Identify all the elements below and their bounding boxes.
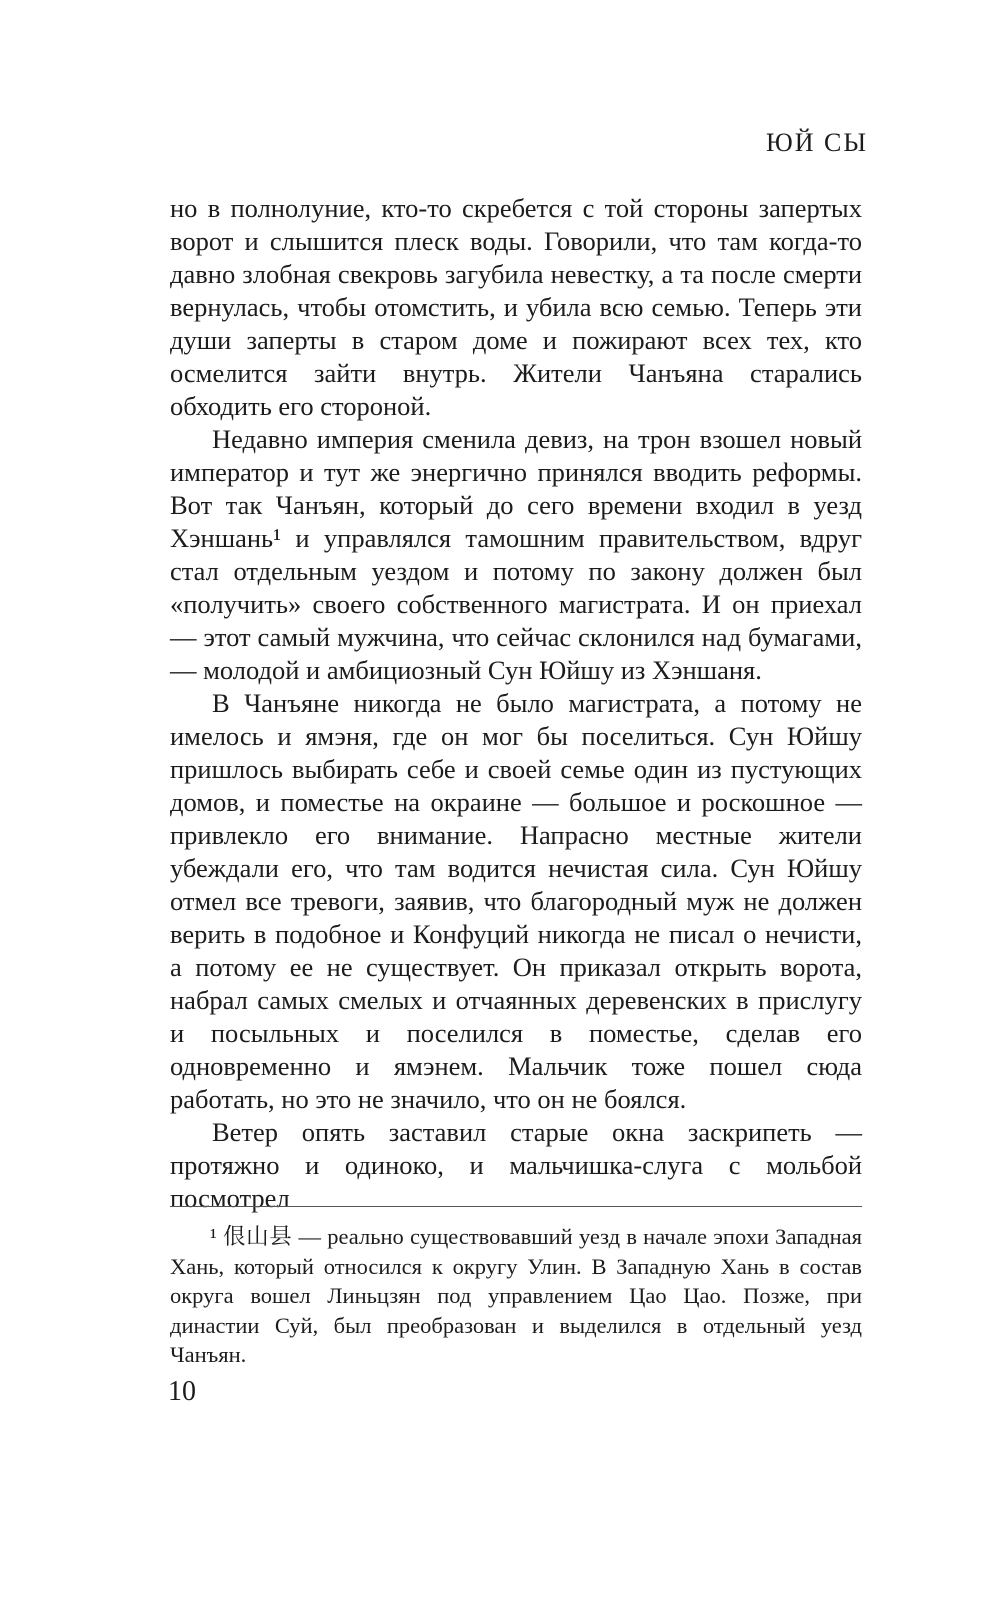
- paragraph: но в полнолуние, кто-то скребется с той стороны запертых ворот и слышится плеск воды. Говорили, что там когда-то давно злобная свекровь загубила невестку, а та после смерти вернулась, чтобы отомстить, и убила всю семью. Теперь эти души заперты в старом доме и пожирают всех тех, кто осмелится зайти внутрь. Жители Чанъяна старались обходить его стороной.: [170, 193, 862, 421]
- footnote-separator-rule: [170, 1206, 862, 1207]
- body-text: [170, 192, 862, 1215]
- paragraph: В Чанъяне никогда не было магистрата, а потому не имелось и ямэня, где он мог бы поселиться. Сун Юйшу пришлось выбирать себе и своей семье один из пустующих домов, и поместье на окраине — большое и роскошное — привлекло его внимание. Напрасно местные жители убеждали его, что там водится нечистая сила. Сун Юйшу отмел все тревоги, заявив, что благородный муж не должен верить в подобное и Конфуций никогда не писал о нечисти, а потому ее не существует. Он приказал открыть ворота, набрал самых смелых и отчаянных деревенских в прислугу и посыльных и поселился в поместье, сделав его одновременно и ямэнем. Мальчик тоже пошел сюда работать, но это не значило, что он не боялся.: [170, 688, 862, 1114]
- page-number: 10: [168, 1376, 196, 1407]
- paragraph: Ветер опять заставил старые окна заскрипеть — протяжно и одиноко, и мальчишка-слуга с мольбой посмотрел: [170, 1117, 862, 1213]
- footnote-text: ¹ 佷山县 — реально существовавший уезд в начале эпохи Западная Хань, который относился к округу Улин. В Западную Хань в состав округа вошел Линьцзян под управлением Цао Цао. Позже, при династии Суй, был преобразован и выделился в отдельный уезд Чанъян.: [170, 1224, 862, 1367]
- running-header: ЮЙ СЫ: [765, 128, 868, 157]
- paragraph: Недавно империя сменила девиз, на трон взошел новый император и тут же энергично принялся вводить реформы. Вот так Чанъян, который до сего времени входил в уезд Хэншань¹ и управлялся тамошним правительством, вдруг стал отдельным уездом и потому по закону должен был «получить» своего собственного магистрата. И он приехал — этот самый мужчина, что сейчас склонился над бумагами, — молодой и амбициозный Сун Юйшу из Хэншаня.: [170, 424, 862, 685]
